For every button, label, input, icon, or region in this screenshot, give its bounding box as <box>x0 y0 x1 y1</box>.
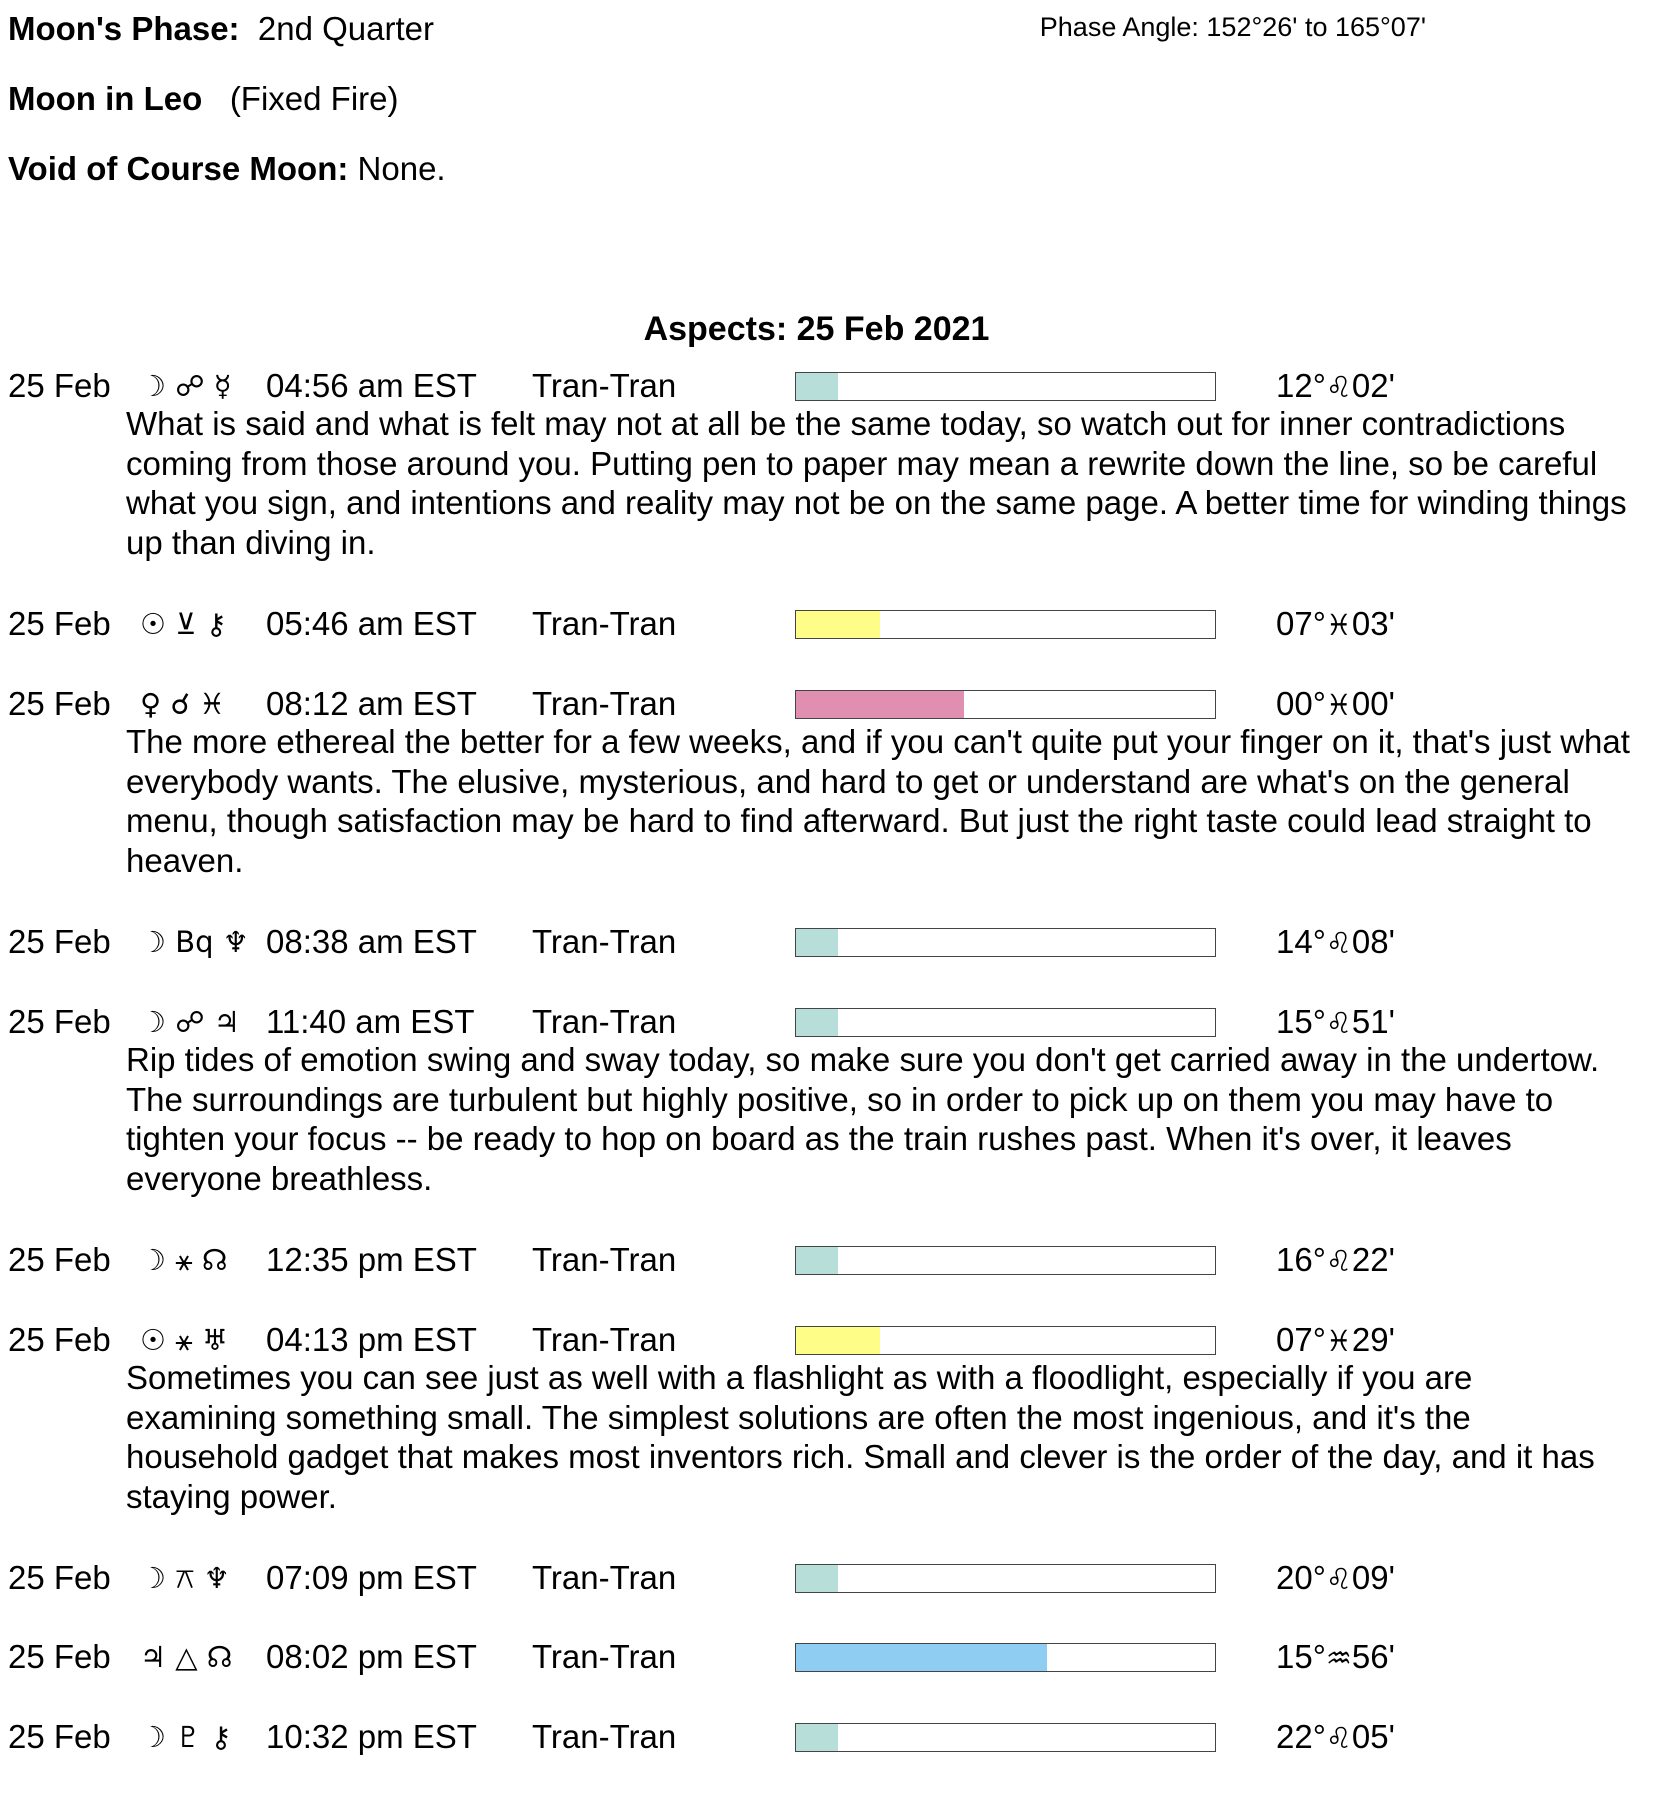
aspect-time: 05:46 am EST <box>266 605 477 642</box>
aspect-type: Tran-Tran <box>532 1321 677 1358</box>
phase-angle: Phase Angle: 152°26' to 165°07' <box>1039 12 1426 42</box>
aspect-glyphs: ♀ ☌ ♓ <box>140 687 226 721</box>
aspect-glyphs: ☽ ☍ ☿ <box>140 369 232 403</box>
aspect-glyphs: ☉ ⊻ ⚷ <box>140 607 227 641</box>
aspect-minutes: 09' <box>1351 1559 1395 1596</box>
aspect-type: Tran-Tran <box>532 923 677 960</box>
aspect-position <box>1276 1637 1395 1678</box>
aspect-position <box>1276 1002 1395 1043</box>
aspect-position <box>1276 922 1395 963</box>
aspect-degree: 22° <box>1276 1718 1326 1755</box>
aspect-row <box>8 1637 1638 1677</box>
aspect-time: 10:32 pm EST <box>266 1718 477 1755</box>
moon-phase-line <box>8 10 434 48</box>
aspect-glyphs: ☽ ☍ ♃ <box>140 1005 240 1039</box>
aspect-strength-fill <box>796 1565 838 1592</box>
aspect-row <box>8 1002 1638 1042</box>
aspect-strength-fill <box>796 1327 880 1354</box>
aspect-strength-fill <box>796 691 964 718</box>
zodiac-sign-icon: ♌ <box>1325 1562 1352 1596</box>
aspect-type: Tran-Tran <box>532 1718 677 1755</box>
moon-sign-label: Moon in Leo <box>8 80 203 117</box>
zodiac-sign-icon: ♌ <box>1325 1244 1352 1278</box>
aspect-position <box>1276 684 1395 725</box>
aspect-date: 25 Feb <box>8 605 111 642</box>
aspect-glyphs: ☽ Bq ♆ <box>140 925 249 959</box>
aspect-strength-fill <box>796 1247 838 1274</box>
moon-phase-label: Moon's Phase: <box>8 10 240 47</box>
aspect-row <box>8 1320 1638 1360</box>
aspect-row <box>8 604 1638 644</box>
aspect-type: Tran-Tran <box>532 367 677 404</box>
aspect-strength-bar <box>795 1723 1216 1752</box>
aspect-minutes: 56' <box>1351 1638 1395 1675</box>
aspect-date: 25 Feb <box>8 1241 111 1278</box>
aspect-degree: 07° <box>1276 1321 1326 1358</box>
aspect-position <box>1276 1320 1395 1361</box>
aspect-type: Tran-Tran <box>532 1559 677 1596</box>
aspect-minutes: 22' <box>1351 1241 1395 1278</box>
aspect-type: Tran-Tran <box>532 605 677 642</box>
aspect-row <box>8 1717 1638 1757</box>
aspect-time: 04:56 am EST <box>266 367 477 404</box>
aspect-position <box>1276 366 1395 407</box>
aspect-position <box>1276 1558 1395 1599</box>
aspect-row <box>8 1240 1638 1280</box>
aspect-strength-bar <box>795 690 1216 719</box>
aspect-date: 25 Feb <box>8 1718 111 1755</box>
zodiac-sign-icon: ♒ <box>1325 1641 1352 1675</box>
aspect-minutes: 03' <box>1351 605 1395 642</box>
aspect-glyphs: ☉ ⚹ ♅ <box>140 1323 228 1357</box>
aspect-minutes: 00' <box>1351 685 1395 722</box>
aspect-minutes: 05' <box>1351 1718 1395 1755</box>
moon-phase-value: 2nd Quarter <box>257 10 435 47</box>
aspect-strength-fill <box>796 1009 838 1036</box>
aspect-strength-bar <box>795 1008 1216 1037</box>
aspect-minutes: 51' <box>1351 1003 1395 1040</box>
aspect-glyphs: ♃ △ ☊ <box>140 1640 233 1674</box>
aspect-strength-bar <box>795 1564 1216 1593</box>
aspect-glyphs: ☽ ♇ ⚷ <box>140 1720 232 1754</box>
aspect-row <box>8 684 1638 724</box>
aspect-time: 11:40 am EST <box>266 1003 475 1040</box>
zodiac-sign-icon: ♌ <box>1325 926 1352 960</box>
aspect-strength-bar <box>795 1643 1216 1672</box>
aspect-strength-bar <box>795 372 1216 401</box>
aspect-glyphs: ☽ ⚹ ☊ <box>140 1243 228 1277</box>
aspect-strength-fill <box>796 611 880 638</box>
aspect-time: 08:12 am EST <box>266 685 477 722</box>
aspect-minutes: 02' <box>1351 367 1395 404</box>
zodiac-sign-icon: ♓ <box>1325 688 1352 722</box>
aspect-minutes: 08' <box>1351 923 1395 960</box>
aspect-glyphs: ☽ ⚻ ♆ <box>140 1561 230 1595</box>
aspect-type: Tran-Tran <box>532 1638 677 1675</box>
void-label: Void of Course Moon: <box>8 150 349 187</box>
zodiac-sign-icon: ♌ <box>1325 370 1352 404</box>
aspect-degree: 00° <box>1276 685 1326 722</box>
aspect-type: Tran-Tran <box>532 1241 677 1278</box>
aspect-row <box>8 922 1638 962</box>
aspect-row <box>8 1558 1638 1598</box>
aspect-degree: 14° <box>1276 923 1326 960</box>
aspect-position <box>1276 1717 1395 1758</box>
aspect-degree: 12° <box>1276 367 1326 404</box>
aspect-type: Tran-Tran <box>532 1003 677 1040</box>
void-of-course-line <box>8 150 446 188</box>
aspect-date: 25 Feb <box>8 1559 111 1596</box>
aspect-time: 12:35 pm EST <box>266 1241 477 1278</box>
aspect-position <box>1276 604 1395 645</box>
aspect-strength-bar <box>795 928 1216 957</box>
aspect-time: 08:38 am EST <box>266 923 477 960</box>
aspect-date: 25 Feb <box>8 367 111 404</box>
aspect-date: 25 Feb <box>8 685 111 722</box>
aspect-minutes: 29' <box>1351 1321 1395 1358</box>
aspect-row <box>8 366 1638 406</box>
moon-sign-value: (Fixed Fire) <box>229 80 399 117</box>
aspect-date: 25 Feb <box>8 1638 111 1675</box>
aspect-degree: 20° <box>1276 1559 1326 1596</box>
aspect-time: 04:13 pm EST <box>266 1321 477 1358</box>
aspect-degree: 16° <box>1276 1241 1326 1278</box>
aspect-degree: 15° <box>1276 1003 1326 1040</box>
aspect-strength-fill <box>796 1644 1047 1671</box>
void-value: None. <box>357 150 446 187</box>
aspect-description: What is said and what is felt may not at all be the same today, so watch out for inner contradictions coming from those around you. Putting pen to paper may mean a rewrite down the line, so be careful what you sign, and intentions and reality may not be on the same page. A better time for winding things up than diving in. <box>126 405 1627 561</box>
aspect-description: Sometimes you can see just as well with a flashlight as with a floodlight, especially if you are examining something small. The simplest solutions are often the most ingenious, and it's the household gadget that makes most inventors rich. Small and clever is the order of the day, and it has staying power. <box>126 1359 1595 1515</box>
aspect-position <box>1276 1240 1395 1281</box>
aspect-strength-bar <box>795 1246 1216 1275</box>
aspect-date: 25 Feb <box>8 923 111 960</box>
aspect-degree: 07° <box>1276 605 1326 642</box>
aspect-time: 08:02 pm EST <box>266 1638 477 1675</box>
aspect-strength-fill <box>796 1724 838 1751</box>
aspect-strength-fill <box>796 373 838 400</box>
zodiac-sign-icon: ♓ <box>1325 608 1352 642</box>
zodiac-sign-icon: ♌ <box>1325 1006 1352 1040</box>
aspect-date: 25 Feb <box>8 1003 111 1040</box>
aspect-strength-fill <box>796 929 838 956</box>
aspect-description: The more ethereal the better for a few weeks, and if you can't quite put your finger on it, that's just what everybody wants. The elusive, mysterious, and hard to get or understand are what's on the general menu, though satisfaction may be hard to find afterward. But just the right taste could lead straight to heaven. <box>126 723 1630 879</box>
aspect-strength-bar <box>795 1326 1216 1355</box>
aspect-description: Rip tides of emotion swing and sway today, so make sure you don't get carried away in the undertow. The surroundings are turbulent but highly positive, so in order to pick up on them you may have to tighten your focus -- be ready to hop on board as the train rushes past. When it's over, it leaves everyone breathless. <box>126 1041 1600 1197</box>
aspects-title: Aspects: 25 Feb 2021 <box>643 310 990 348</box>
aspect-degree: 15° <box>1276 1638 1326 1675</box>
zodiac-sign-icon: ♌ <box>1325 1721 1352 1755</box>
aspect-strength-bar <box>795 610 1216 639</box>
moon-sign-line <box>8 80 399 118</box>
aspect-time: 07:09 pm EST <box>266 1559 477 1596</box>
zodiac-sign-icon: ♓ <box>1325 1324 1352 1358</box>
aspect-date: 25 Feb <box>8 1321 111 1358</box>
aspect-type: Tran-Tran <box>532 685 677 722</box>
